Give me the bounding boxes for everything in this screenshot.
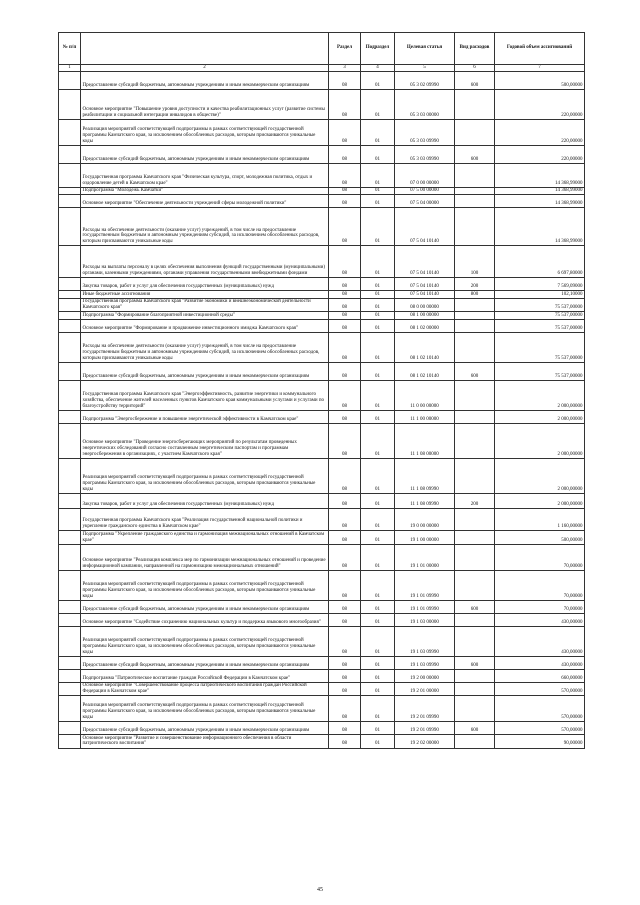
expense-type-cell: 600 <box>455 600 495 613</box>
podrazdel-cell: 01 <box>361 145 395 163</box>
row-number-cell <box>59 163 81 187</box>
expense-type-cell <box>455 187 495 195</box>
amount-cell: 75 537,00000 <box>495 362 585 380</box>
amount-cell: 14 368,99000 <box>495 187 585 195</box>
podrazdel-cell: 01 <box>361 246 395 278</box>
expense-type-cell <box>455 669 495 682</box>
razdel-cell: 08 <box>329 423 361 458</box>
column-number: 5 <box>395 64 455 71</box>
table-row <box>59 656 585 669</box>
razdel-cell: 08 <box>329 298 361 311</box>
description-cell: Реализация мероприятий соответствующей подпрограммы в рамках соответствующей государственной программы Камчатского края, за исключением обособленных расходов, которым присваиваются уникальные коды <box>81 696 329 722</box>
amount-cell: 14 368,99000 <box>495 195 585 208</box>
row-number-cell <box>59 246 81 278</box>
expense-type-cell <box>455 312 495 320</box>
table-row <box>59 298 585 311</box>
row-number-cell <box>59 613 81 626</box>
table-row <box>59 626 585 656</box>
description-cell: Подпрограмма "Энергосбережение и повышение энергетической эффективности в Камчатском крае" <box>81 410 329 423</box>
expense-type-cell: 100 <box>455 246 495 278</box>
razdel-cell: 08 <box>329 458 361 493</box>
podrazdel-cell: 01 <box>361 696 395 722</box>
table-row <box>59 71 585 89</box>
description-cell: Подпрограмма "Укрепление гражданского единства и гармонизация межнациональных отношений в Камчатском крае" <box>81 530 329 544</box>
expense-type-cell <box>455 626 495 656</box>
description-cell: Государственная программа Камчатского края "Развитие экономики и внешнеэкономической деятельности Камчатского края" <box>81 298 329 311</box>
row-number-cell <box>59 735 81 748</box>
target-article-cell: 11 1 08 00000 <box>395 423 455 458</box>
row-number-cell <box>59 570 81 600</box>
row-number-cell <box>59 71 81 89</box>
column-number: 3 <box>329 64 361 71</box>
razdel-cell: 08 <box>329 722 361 735</box>
column-number: 4 <box>361 64 395 71</box>
podrazdel-cell: 01 <box>361 187 395 195</box>
row-number-cell <box>59 696 81 722</box>
column-number: 1 <box>59 64 81 71</box>
podrazdel-cell: 01 <box>361 722 395 735</box>
row-number-cell <box>59 319 81 332</box>
description-cell: Расходы на выплаты персоналу в целях обеспечения выполнения функций государственными (муниципальными) органами, казенными учреждениями, органами управления государственными внебюджетными фондами <box>81 246 329 278</box>
row-number-cell <box>59 298 81 311</box>
expense-type-cell <box>455 544 495 570</box>
expense-type-cell <box>455 332 495 362</box>
header-num: № п/п <box>59 33 81 65</box>
header-expense-type: Вид расходов <box>455 33 495 65</box>
description-cell: Основное мероприятие "Проведение энергосберегающих мероприятий по результатам проведенных энергетических обследований согласно составленным энергетическим паспортам и программам энергосбережения в организациях, с участием Камчатского края" <box>81 423 329 458</box>
expense-type-cell: 600 <box>455 656 495 669</box>
description-cell: Предоставление субсидий бюджетным, автономным учреждениям и иным некоммерческим организациям <box>81 600 329 613</box>
podrazdel-cell: 01 <box>361 298 395 311</box>
target-article-cell: 07 5 04 00000 <box>395 195 455 208</box>
target-article-cell: 08 0 00 00000 <box>395 298 455 311</box>
target-article-cell: 07 5 04 10140 <box>395 246 455 278</box>
razdel-cell: 08 <box>329 544 361 570</box>
description-cell: Основное мероприятие "Реализация комплекса мер по гармонизации межнациональных отношений и проведение информационной кампании, направленной на гармонизацию межнациональных отношений" <box>81 544 329 570</box>
row-number-cell <box>59 423 81 458</box>
table-row <box>59 613 585 626</box>
target-article-cell: 11 0 00 00000 <box>395 380 455 410</box>
row-number-cell <box>59 656 81 669</box>
amount-cell: 2 000,00000 <box>495 493 585 508</box>
table-row <box>59 332 585 362</box>
target-article-cell: 19 2 02 00000 <box>395 735 455 748</box>
table-row <box>59 319 585 332</box>
row-number-cell <box>59 493 81 508</box>
description-cell: Реализация мероприятий соответствующей подпрограммы в рамках соответствующей государственной программы Камчатского края, за исключением обособленных расходов, которым присваиваются уникальные коды <box>81 458 329 493</box>
podrazdel-cell: 01 <box>361 423 395 458</box>
expense-type-cell <box>455 530 495 544</box>
description-cell: Государственная программа Камчатского края "Реализация государственной национальной политики и укрепление гражданского единства в Камчатском крае" <box>81 508 329 530</box>
budget-table <box>58 32 585 749</box>
table-row <box>59 669 585 682</box>
table-row <box>59 493 585 508</box>
amount-cell: 500,00000 <box>495 71 585 89</box>
table-row <box>59 246 585 278</box>
expense-type-cell <box>455 458 495 493</box>
row-number-cell <box>59 508 81 530</box>
podrazdel-cell: 01 <box>361 682 395 695</box>
expense-type-cell: 600 <box>455 71 495 89</box>
amount-cell: 430,00000 <box>495 656 585 669</box>
page-number: 45 <box>317 887 323 893</box>
target-article-cell: 07 5 04 10140 <box>395 278 455 291</box>
description-cell: Подпрограмма "Патриотическое воспитание граждан Российской Федерации в Камчатском крае" <box>81 669 329 682</box>
razdel-cell: 08 <box>329 195 361 208</box>
amount-cell: 570,00000 <box>495 722 585 735</box>
column-number: 2 <box>81 64 329 71</box>
expense-type-cell <box>455 298 495 311</box>
podrazdel-cell: 01 <box>361 312 395 320</box>
column-number: 6 <box>455 64 495 71</box>
row-number-cell <box>59 600 81 613</box>
podrazdel-cell: 01 <box>361 600 395 613</box>
table-row <box>59 89 585 119</box>
target-article-cell: 11 1 00 00000 <box>395 410 455 423</box>
description-cell: Иные бюджетные ассигнования <box>81 291 329 299</box>
row-number-cell <box>59 332 81 362</box>
podrazdel-cell: 01 <box>361 530 395 544</box>
podrazdel-cell: 01 <box>361 208 395 246</box>
podrazdel-cell: 01 <box>361 669 395 682</box>
row-number-cell <box>59 722 81 735</box>
description-cell: Подпрограмма "Молодежь Камчатки" <box>81 187 329 195</box>
expense-type-cell <box>455 163 495 187</box>
row-number-cell <box>59 682 81 695</box>
razdel-cell: 08 <box>329 656 361 669</box>
target-article-cell: 05 3 03 00000 <box>395 89 455 119</box>
podrazdel-cell: 01 <box>361 626 395 656</box>
razdel-cell: 08 <box>329 613 361 626</box>
row-number-cell <box>59 530 81 544</box>
row-number-cell <box>59 362 81 380</box>
target-article-cell: 19 1 03 00000 <box>395 613 455 626</box>
table-row <box>59 119 585 145</box>
amount-cell: 102,10000 <box>495 291 585 299</box>
description-cell: Предоставление субсидий бюджетным, автономным учреждениям и иным некоммерческим организациям <box>81 145 329 163</box>
amount-cell: 220,00000 <box>495 145 585 163</box>
expense-type-cell: 800 <box>455 291 495 299</box>
target-article-cell: 08 1 00 00000 <box>395 312 455 320</box>
razdel-cell: 08 <box>329 380 361 410</box>
amount-cell: 570,00000 <box>495 696 585 722</box>
razdel-cell: 08 <box>329 626 361 656</box>
amount-cell: 2 000,00000 <box>495 380 585 410</box>
table-row <box>59 208 585 246</box>
target-article-cell: 19 2 00 00000 <box>395 669 455 682</box>
header-razdel: Раздел <box>329 33 361 65</box>
razdel-cell: 08 <box>329 735 361 748</box>
expense-type-cell <box>455 613 495 626</box>
description-cell: Предоставление субсидий бюджетным, автономным учреждениям и иным некоммерческим организациям <box>81 722 329 735</box>
expense-type-cell <box>455 89 495 119</box>
table-row <box>59 508 585 530</box>
target-article-cell: 19 1 03 09990 <box>395 626 455 656</box>
description-cell: Закупка товаров, работ и услуг для обеспечения государственных (муниципальных) нужд <box>81 278 329 291</box>
row-number-cell <box>59 380 81 410</box>
table-row <box>59 312 585 320</box>
razdel-cell: 08 <box>329 530 361 544</box>
row-number-cell <box>59 410 81 423</box>
amount-cell: 2 000,00000 <box>495 423 585 458</box>
target-article-cell: 08 1 02 10140 <box>395 332 455 362</box>
amount-cell: 220,00000 <box>495 119 585 145</box>
razdel-cell: 08 <box>329 682 361 695</box>
description-cell: Предоставление субсидий бюджетным, автономным учреждениям и иным некоммерческим организациям <box>81 71 329 89</box>
amount-cell: 14 368,99000 <box>495 163 585 187</box>
row-number-cell <box>59 626 81 656</box>
expense-type-cell <box>455 423 495 458</box>
target-article-cell: 11 1 08 09990 <box>395 458 455 493</box>
target-article-cell: 19 1 03 09990 <box>395 656 455 669</box>
description-cell: Реализация мероприятий соответствующей подпрограммы в рамках соответствующей государственной программы Камчатского края, за исключением обособленных расходов, которым присваиваются уникальные коды <box>81 626 329 656</box>
podrazdel-cell: 01 <box>361 508 395 530</box>
expense-type-cell: 600 <box>455 722 495 735</box>
table-row <box>59 163 585 187</box>
target-article-cell: 07 5 04 10140 <box>395 291 455 299</box>
razdel-cell: 08 <box>329 278 361 291</box>
table-row <box>59 570 585 600</box>
table-row <box>59 410 585 423</box>
razdel-cell: 08 <box>329 208 361 246</box>
razdel-cell: 08 <box>329 570 361 600</box>
podrazdel-cell: 01 <box>361 119 395 145</box>
razdel-cell: 08 <box>329 119 361 145</box>
amount-cell: 75 537,00000 <box>495 312 585 320</box>
target-article-cell: 08 1 02 00000 <box>395 319 455 332</box>
expense-type-cell <box>455 119 495 145</box>
razdel-cell: 08 <box>329 493 361 508</box>
expense-type-cell <box>455 319 495 332</box>
table-row <box>59 278 585 291</box>
amount-cell: 70,00000 <box>495 570 585 600</box>
description-cell: Государственная программа Камчатского края "Энергоэффективность, развитие энергетики и коммунального хозяйства, обеспечение жителей населенных пунктов Камчатского края коммунальными услугами и услугами по благоустройству территорий" <box>81 380 329 410</box>
target-article-cell: 19 2 01 00000 <box>395 682 455 695</box>
header-target-article: Целевая статья <box>395 33 455 65</box>
podrazdel-cell: 01 <box>361 410 395 423</box>
amount-cell: 500,00000 <box>495 530 585 544</box>
header-annual-amount: Годовой объем ассигнований <box>495 33 585 65</box>
razdel-cell: 08 <box>329 696 361 722</box>
razdel-cell: 08 <box>329 163 361 187</box>
podrazdel-cell: 01 <box>361 278 395 291</box>
expense-type-cell <box>455 570 495 600</box>
table-body <box>59 71 585 748</box>
expense-type-cell: 600 <box>455 362 495 380</box>
podrazdel-cell: 01 <box>361 380 395 410</box>
podrazdel-cell: 01 <box>361 89 395 119</box>
expense-type-cell <box>455 508 495 530</box>
row-number-cell <box>59 187 81 195</box>
row-number-cell <box>59 145 81 163</box>
table-row <box>59 722 585 735</box>
target-article-cell: 05 3 03 09990 <box>395 145 455 163</box>
table-row <box>59 600 585 613</box>
podrazdel-cell: 01 <box>361 613 395 626</box>
podrazdel-cell: 01 <box>361 362 395 380</box>
target-article-cell: 05 3 02 09990 <box>395 71 455 89</box>
description-cell: Основное мероприятие "Содействие сохранению национальных культур и поддержка языкового многообразия" <box>81 613 329 626</box>
amount-cell: 2 000,00000 <box>495 410 585 423</box>
column-number-row <box>59 64 585 71</box>
target-article-cell: 11 1 08 09990 <box>395 493 455 508</box>
razdel-cell: 08 <box>329 145 361 163</box>
row-number-cell <box>59 89 81 119</box>
amount-cell: 2 000,00000 <box>495 458 585 493</box>
table-row <box>59 735 585 748</box>
table-row <box>59 530 585 544</box>
expense-type-cell <box>455 696 495 722</box>
table-row <box>59 187 585 195</box>
amount-cell: 430,00000 <box>495 626 585 656</box>
target-article-cell: 19 2 01 09990 <box>395 722 455 735</box>
target-article-cell: 19 1 01 09990 <box>395 600 455 613</box>
podrazdel-cell: 01 <box>361 319 395 332</box>
row-number-cell <box>59 544 81 570</box>
target-article-cell: 05 3 03 09990 <box>395 119 455 145</box>
razdel-cell: 08 <box>329 332 361 362</box>
razdel-cell: 08 <box>329 600 361 613</box>
razdel-cell: 08 <box>329 71 361 89</box>
row-number-cell <box>59 669 81 682</box>
table-row <box>59 380 585 410</box>
razdel-cell: 08 <box>329 312 361 320</box>
table-row <box>59 696 585 722</box>
table-row <box>59 458 585 493</box>
amount-cell: 14 368,99000 <box>495 208 585 246</box>
description-cell: Реализация мероприятий соответствующей подпрограммы в рамках соответствующей государственной программы Камчатского края, за исключением обособленных расходов, которым присваиваются уникальные коды <box>81 570 329 600</box>
description-cell: Основное мероприятие "Формирование и продвижение инвестиционного имиджа Камчатского края" <box>81 319 329 332</box>
table-header-row <box>59 33 585 65</box>
target-article-cell: 19 1 01 00000 <box>395 544 455 570</box>
podrazdel-cell: 01 <box>361 735 395 748</box>
amount-cell: 1 160,00000 <box>495 508 585 530</box>
podrazdel-cell: 01 <box>361 493 395 508</box>
description-cell: Расходы на обеспечение деятельности (оказание услуг) учреждений, в том числе на предоставление государственным бюджетным и автономным учреждениям субсидий, за исключением обособленных расходов, которым присваиваются уникальные коды <box>81 332 329 362</box>
razdel-cell: 08 <box>329 410 361 423</box>
description-cell: Предоставление субсидий бюджетным, автономным учреждениям и иным некоммерческим организациям <box>81 656 329 669</box>
description-cell: Закупка товаров, работ и услуг для обеспечения государственных (муниципальных) нужд <box>81 493 329 508</box>
podrazdel-cell: 01 <box>361 570 395 600</box>
table-row <box>59 423 585 458</box>
amount-cell: 75 537,00000 <box>495 319 585 332</box>
table-row <box>59 362 585 380</box>
podrazdel-cell: 01 <box>361 163 395 187</box>
razdel-cell: 08 <box>329 187 361 195</box>
razdel-cell: 08 <box>329 362 361 380</box>
table-row <box>59 145 585 163</box>
target-article-cell: 19 1 01 09990 <box>395 570 455 600</box>
row-number-cell <box>59 119 81 145</box>
podrazdel-cell: 01 <box>361 195 395 208</box>
target-article-cell: 07 5 00 00000 <box>395 187 455 195</box>
podrazdel-cell: 01 <box>361 544 395 570</box>
expense-type-cell <box>455 735 495 748</box>
amount-cell: 6 697,80000 <box>495 246 585 278</box>
document-page <box>58 32 584 749</box>
razdel-cell: 08 <box>329 669 361 682</box>
description-cell: Основное мероприятие "Совершенствование процесса патриотического воспитания граждан Российской Федерации в Камчатском крае" <box>81 682 329 695</box>
description-cell: Предоставление субсидий бюджетным, автономным учреждениям и иным некоммерческим организациям <box>81 362 329 380</box>
description-cell: Государственная программа Камчатского края "Физическая культура, спорт, молодежная политика, отдых и оздоровление детей в Камчатском крае" <box>81 163 329 187</box>
row-number-cell <box>59 312 81 320</box>
razdel-cell: 08 <box>329 89 361 119</box>
row-number-cell <box>59 278 81 291</box>
podrazdel-cell: 01 <box>361 332 395 362</box>
amount-cell: 7 569,09000 <box>495 278 585 291</box>
table-row <box>59 291 585 299</box>
table-row <box>59 682 585 695</box>
row-number-cell <box>59 195 81 208</box>
razdel-cell: 08 <box>329 291 361 299</box>
header-podrazdel: Подраздел <box>361 33 395 65</box>
podrazdel-cell: 01 <box>361 656 395 669</box>
row-number-cell <box>59 291 81 299</box>
target-article-cell: 19 0 00 00000 <box>395 508 455 530</box>
amount-cell: 430,00000 <box>495 613 585 626</box>
description-cell: Основное мероприятие "Повышение уровня доступности и качества реабилитационных услуг (развитие системы реабилитации и социальной интеграции инвалидов в обществе)" <box>81 89 329 119</box>
expense-type-cell <box>455 195 495 208</box>
description-cell: Основное мероприятие "Развитие и совершенствование информационного обеспечения в области патриотического воспитания" <box>81 735 329 748</box>
header-description <box>81 33 329 65</box>
description-cell: Основное мероприятие "Обеспечение деятельности учреждений сферы молодежной политики" <box>81 195 329 208</box>
target-article-cell: 19 2 01 09990 <box>395 696 455 722</box>
expense-type-cell: 200 <box>455 493 495 508</box>
table-row <box>59 544 585 570</box>
amount-cell: 90,00000 <box>495 735 585 748</box>
podrazdel-cell: 01 <box>361 458 395 493</box>
amount-cell: 75 537,00000 <box>495 298 585 311</box>
expense-type-cell <box>455 208 495 246</box>
target-article-cell: 08 1 02 10140 <box>395 362 455 380</box>
target-article-cell: 07 5 04 10140 <box>395 208 455 246</box>
column-number: 7 <box>495 64 585 71</box>
table-row <box>59 195 585 208</box>
amount-cell: 660,00000 <box>495 669 585 682</box>
expense-type-cell: 200 <box>455 278 495 291</box>
amount-cell: 70,00000 <box>495 600 585 613</box>
amount-cell: 70,00000 <box>495 544 585 570</box>
podrazdel-cell: 01 <box>361 291 395 299</box>
razdel-cell: 08 <box>329 246 361 278</box>
expense-type-cell <box>455 682 495 695</box>
amount-cell: 75 537,00000 <box>495 332 585 362</box>
row-number-cell <box>59 208 81 246</box>
row-number-cell <box>59 458 81 493</box>
podrazdel-cell: 01 <box>361 71 395 89</box>
expense-type-cell: 600 <box>455 145 495 163</box>
description-cell: Реализация мероприятий соответствующей подпрограммы в рамках соответствующей государственной программы Камчатского края, за исключением обособленных расходов, которым присваиваются уникальные коды <box>81 119 329 145</box>
target-article-cell: 19 1 00 00000 <box>395 530 455 544</box>
target-article-cell: 07 0 00 00000 <box>395 163 455 187</box>
expense-type-cell <box>455 410 495 423</box>
description-cell: Подпрограмма "Формирование благоприятной инвестиционной среды" <box>81 312 329 320</box>
amount-cell: 570,00000 <box>495 682 585 695</box>
expense-type-cell <box>455 380 495 410</box>
razdel-cell: 08 <box>329 319 361 332</box>
razdel-cell: 08 <box>329 508 361 530</box>
amount-cell: 220,00000 <box>495 89 585 119</box>
description-cell: Расходы на обеспечение деятельности (оказание услуг) учреждений, в том числе на предоставление государственным бюджетным и автономным учреждениям субсидий, за исключением обособленных расходов, которым присваиваются уникальные коды <box>81 208 329 246</box>
